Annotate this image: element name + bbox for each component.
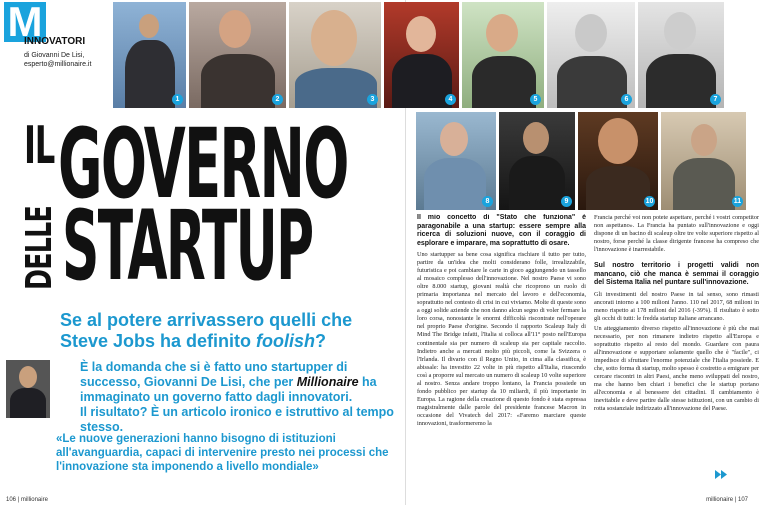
page-footer-right: millionaire | 107 xyxy=(706,497,748,503)
innovator-photo-7 xyxy=(638,2,724,108)
article-paragraph: Francia perché voi non potete aspettare, perché i vostri competitor non aspettano». La Francia ha puntato sull'innovazione e oggi dispone di un bacino di scaleup oltre tre volte superiore rispetto al nostro, forse perché la classe dirigente francese ha compreso che l'innovazione è inarrestabile. xyxy=(594,214,759,254)
pull-quote: «Le nuove generazioni hanno bisogno di istituzioni all'avanguardia, capaci di intervenire presto nei processi che l'innovazione sta imponendo a livello mondiale» xyxy=(56,433,389,473)
innovator-photo-6 xyxy=(547,2,635,108)
photo-number-badge: 11 xyxy=(733,198,742,205)
intro-result: Il risultato? È un articolo ironico e istruttivo al tempo stesso. xyxy=(80,405,394,434)
magazine-logo: M xyxy=(4,2,46,42)
innovator-photo-8 xyxy=(416,112,496,210)
innovator-photo-4 xyxy=(384,2,459,108)
innovator-photo-9 xyxy=(499,112,575,210)
intro-question: Se al potere arrivassero quelli che Steve Jobs ha definito foolish? xyxy=(60,310,353,351)
byline-author: di Giovanni De Lisi, xyxy=(24,52,85,59)
end-of-article-icon xyxy=(715,470,729,479)
intro-body: È la domanda che si è fatto uno startupper di successo, Giovanni De Lisi, che per Millionaire ha immaginato un governo fatto dagli innovatori. Il risultato? È un articolo ironico e istruttivo al tempo stesso. xyxy=(80,360,408,435)
innovator-photo-2 xyxy=(189,2,286,108)
headline-startup: STARTUP xyxy=(62,190,313,302)
article-column-2 xyxy=(594,214,759,476)
photo-number-badge: 10 xyxy=(645,198,654,205)
section-title: INNOVATORI xyxy=(24,36,86,47)
innovator-photo-11 xyxy=(661,112,746,210)
article-paragraph: Uno startupper sa bene cosa significa rischiare il tutto per tutto, partire da un'idea che molti considerano folle, irrealizzabile, futuristica e poi cambiare le carte in gioco aggiungendo un tassello al mosaico complesso dell'innovazione. Nel nostro Paese vi sono oltre 8.000 startup, giovani realtà che ricoprono un ruolo di primaria importanza nel mercato del lavoro e dell'economia, soprattutto nel contesto di crisi in cui viviamo. Molte di queste sono a oggi solide aziende che non danno alcun segno di voler fermare la loro corsa, nonostante le enormi difficoltà riscontrate nell'operare nel proprio Paese d'origine. Secondo il rapporto Scaleup Italy di Mind The Bridge infatti, l'Italia si colloca all'11° posto nell'Europa continentale sia per numero di scaleup sia per capitale raccolto. Indietro anche a mercati molto più piccoli, come la Svizzera o l'Irlanda. Il divario con il Regno Unito, in cima alla classifica, è abissale: ha investito 22 volte in più rispetto all'Italia, riuscendo così a proporre sul mercato un numero di scaleup 10 volte superiore al nostro. Senza andare troppo lontano, la Francia possiede un fondo pubblico per startup da 10 miliardi, il più importante in Europa. La ragione della creazione di questo fondo è stata espressa magistralmente dalle parole del presidente francese Macron in occasione del Vivatech del 2017: «Faremo marciare queste innovazioni, trasformeremo la xyxy=(417,251,586,427)
innovator-photo-1 xyxy=(113,2,186,108)
article-paragraph: Gli investimenti del nostro Paese in tal senso, sono rimasti ancorati intorno a 100 milioni l'anno. 110 nel 2017, 68 milioni in meno rispetto ai 178 milioni del 2016 (-39%). Il risultato è sotto gli occhi di tutti: le fredda startup italiane arrancano. xyxy=(594,290,759,322)
innovator-photo-5 xyxy=(462,2,544,108)
article-subhead: Sul nostro territorio i progetti validi non mancano, ciò che manca è semmai il coraggio del Sistema Italia nel puntare sull'innovazione. xyxy=(594,262,759,287)
byline-email: esperto@millionaire.it xyxy=(24,61,92,68)
photo-number-badge: 8 xyxy=(482,196,493,207)
innovator-photo-10 xyxy=(578,112,658,210)
article-column-1 xyxy=(417,214,586,494)
photo-number-badge: 9 xyxy=(561,196,572,207)
article-lead: Il mio concetto di "Stato che funziona" è paragonabile a una startup: essere sempre alla ricerca di soluzioni nuove, con il coraggio di esplorare e imparare, ma soprattutto di osare. xyxy=(417,214,586,247)
photo-number-badge: 1 xyxy=(172,94,183,105)
byline xyxy=(24,51,114,69)
headline-il: IL xyxy=(24,116,55,176)
photo-number-badge: 6 xyxy=(621,94,632,105)
headline-governo: GOVERNO xyxy=(58,108,348,220)
photo-number-badge: 2 xyxy=(272,94,283,105)
headline-delle: DELLE xyxy=(19,206,60,290)
photo-number-badge: 7 xyxy=(710,94,721,105)
article-paragraph: Un atteggiamento diverso rispetto all'innovazione è più che mai necessario, per non rimanere indietro rispetto all'Europa e soprattutto rispetto al resto del mondo. Guardare con paura all'innovazione e supportare solamente quello che è "facile", ci impedisce di sfruttare l'enorme potenziale che l'Italia possiede. E che, sotto forma di startup, molto spesso è costretto a emigrare per cercare riscontri in altri Paesi, anche meno sviluppati del nostro, ma che hanno ben chiari i benefici che le startup portano all'economia e al benessere dei cittadini. Il cambiamento è inevitabile e deve partire dalle stesse istituzioni, con un cambio di rotta sostanziale indirizzato all'innovazione del Paese. xyxy=(594,324,759,413)
innovator-photo-3 xyxy=(289,2,381,108)
photo-number-badge: 3 xyxy=(367,94,378,105)
photo-number-badge: 5 xyxy=(530,94,541,105)
photo-number-badge: 4 xyxy=(445,94,456,105)
author-portrait xyxy=(6,360,50,418)
page-footer-left: 106 | millionaire xyxy=(6,497,48,503)
